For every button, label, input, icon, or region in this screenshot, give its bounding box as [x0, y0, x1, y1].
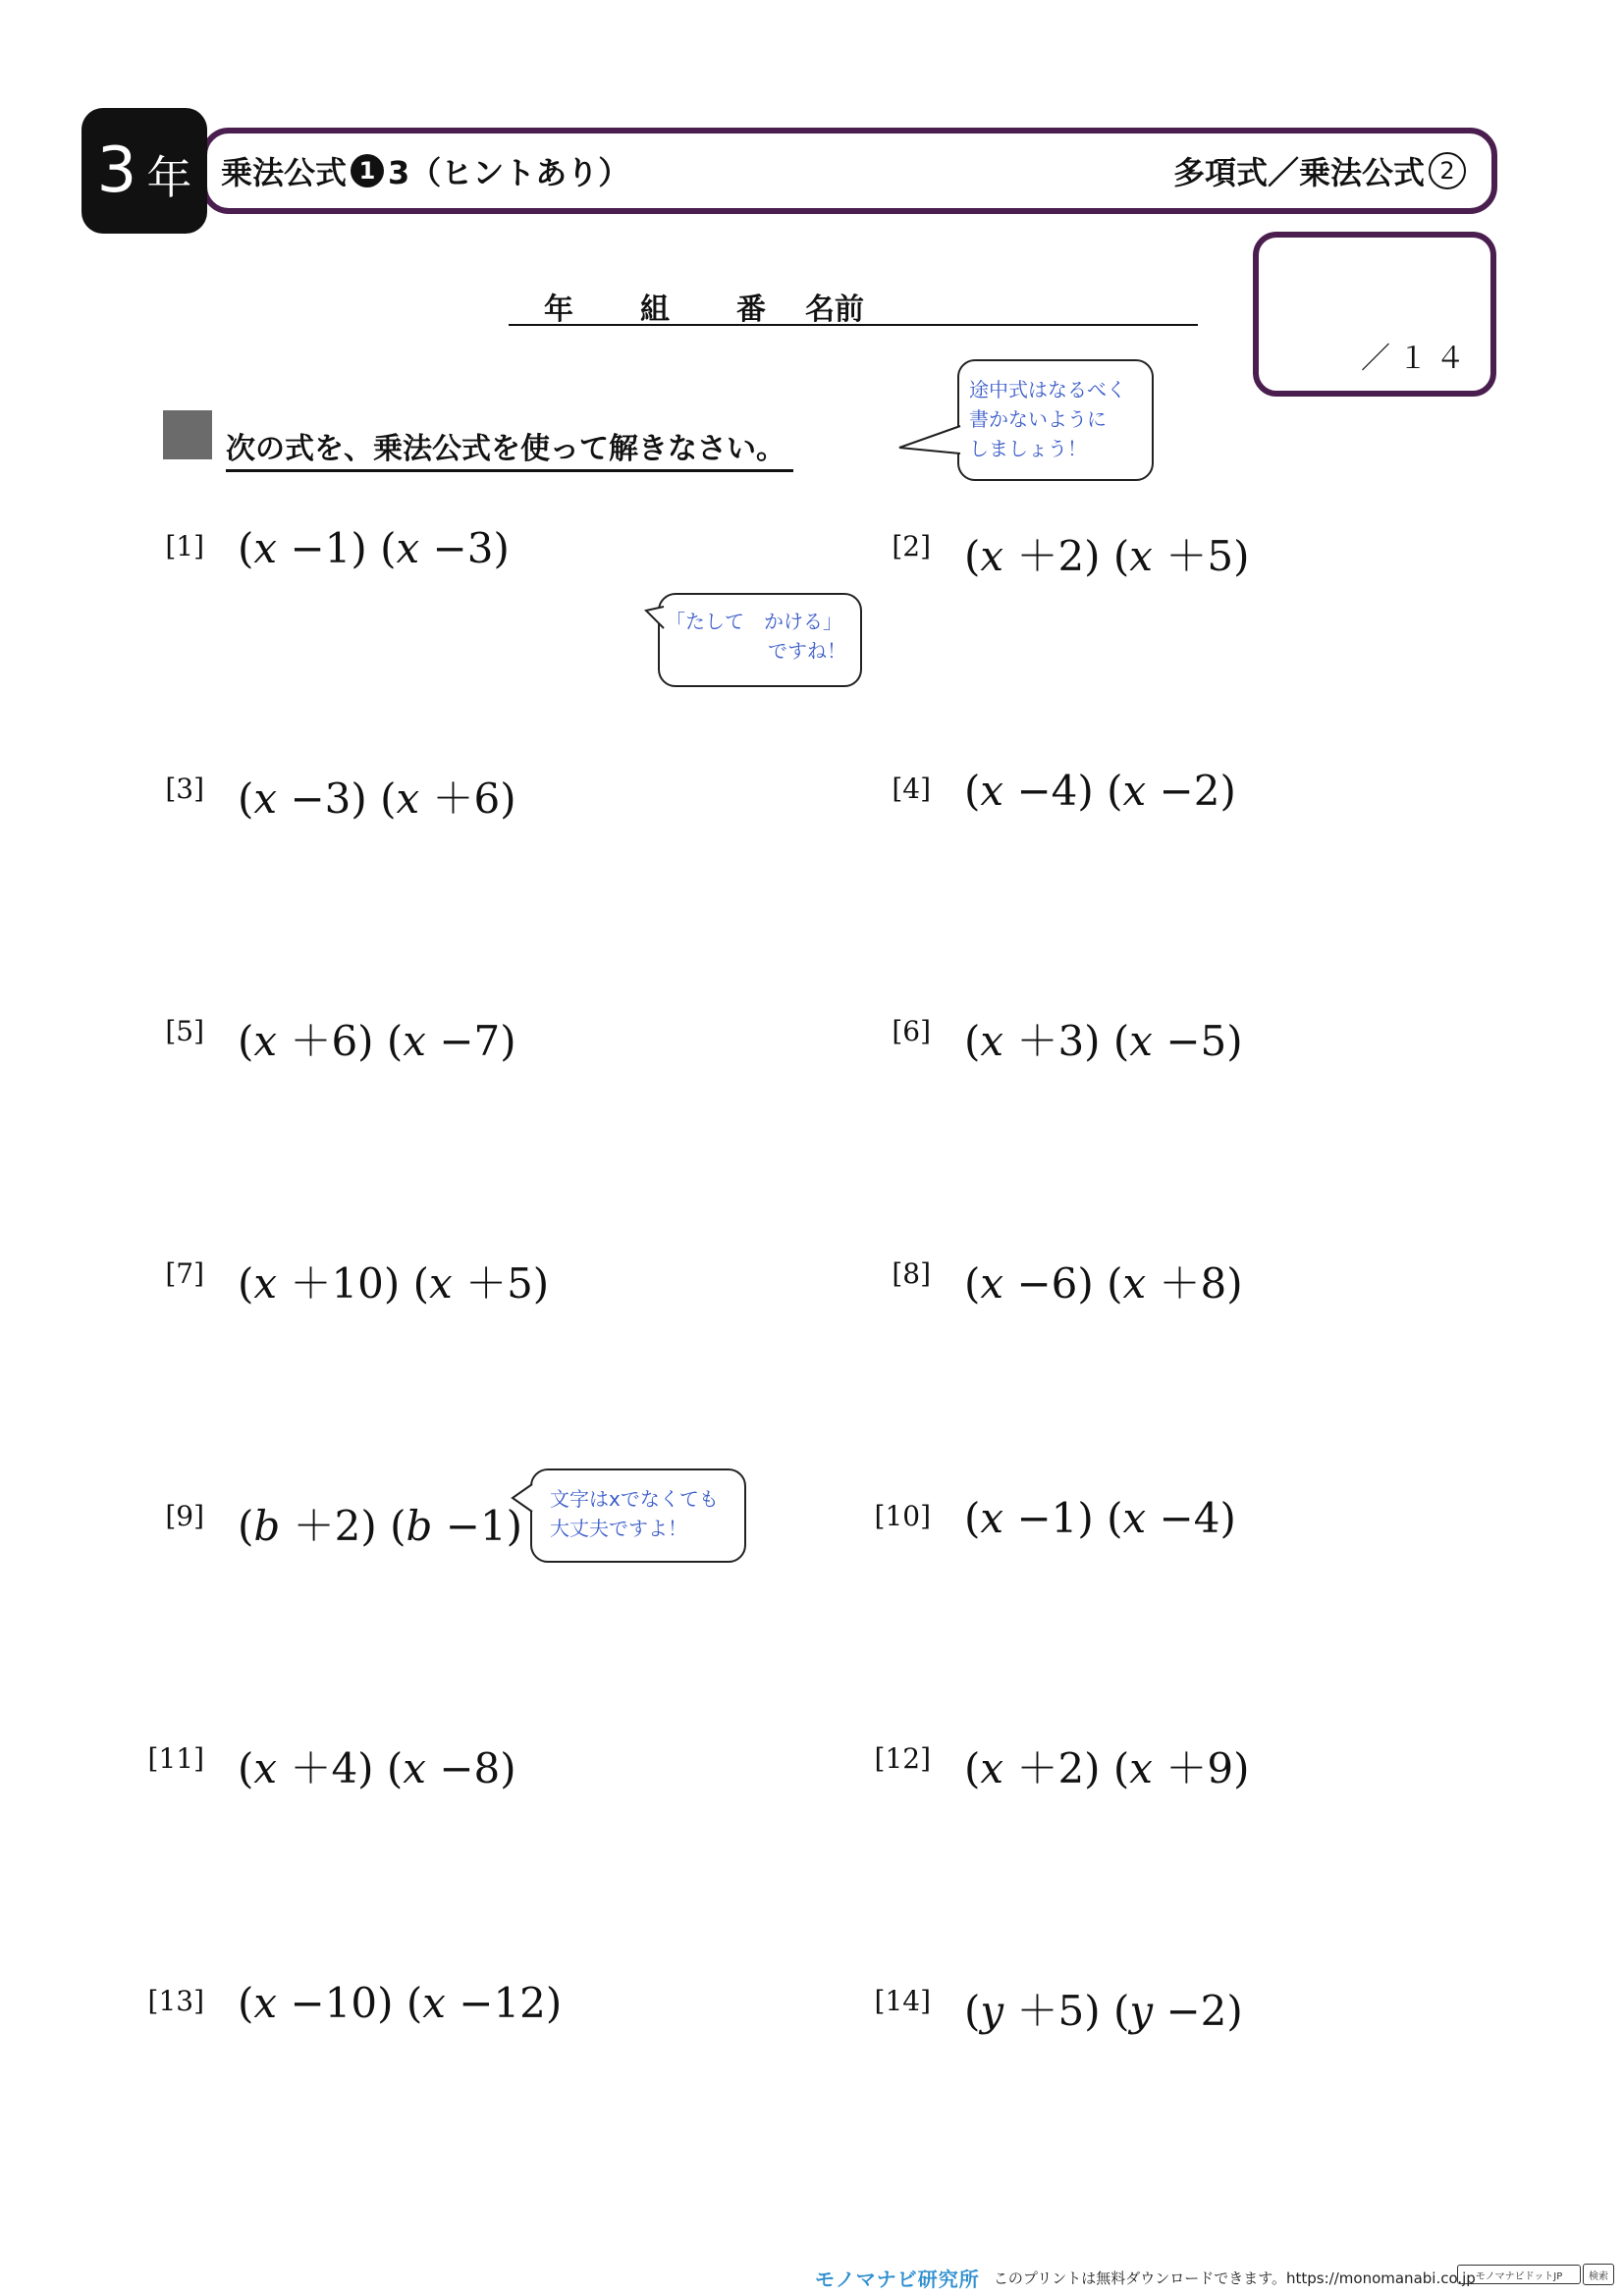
problem-number: [4]: [892, 773, 931, 805]
problem-2-expression: (x ＋2) (x ＋5): [964, 532, 1250, 580]
bubble-tail-1: [895, 422, 964, 461]
class-label: 組: [640, 293, 670, 327]
footer-download-note[interactable]: このプリントは無料ダウンロードできます。https://monomanabi.co.jp: [993, 2269, 1476, 2287]
problem-6[interactable]: [892, 1015, 931, 1047]
hint-bubble-1: [957, 359, 1154, 481]
score-total: ／１４: [1361, 342, 1473, 376]
problem-13[interactable]: [148, 1985, 204, 2017]
footer: [815, 2264, 1476, 2292]
problem-4[interactable]: [892, 773, 931, 805]
problem-number: [7]: [165, 1257, 204, 1290]
problem-number: [12]: [874, 1742, 931, 1775]
problem-3-expression: (x −3) (x ＋6): [238, 774, 516, 823]
problem-5-expression: (x ＋6) (x −7): [238, 1017, 516, 1065]
problem-8-expression: (x −6) (x ＋8): [964, 1259, 1243, 1308]
problem-1[interactable]: [165, 530, 204, 562]
hint-bubble-2: [658, 593, 862, 687]
footer-logo: モノマナビ研究所: [815, 2268, 980, 2291]
problem-10-expression: (x −1) (x −4): [964, 1494, 1236, 1542]
problem-number: [6]: [892, 1015, 931, 1047]
grade-badge: [81, 108, 207, 234]
problem-number: [9]: [165, 1500, 204, 1532]
problem-6-expression: (x ＋3) (x −5): [964, 1017, 1243, 1065]
problem-12[interactable]: [875, 1742, 931, 1775]
footer-search-button[interactable]: 検索: [1583, 2264, 1614, 2285]
grade-suffix: 年: [146, 151, 192, 204]
category-label: 多項式／乗法公式: [1172, 154, 1425, 191]
name-line[interactable]: [509, 285, 1198, 326]
problem-9[interactable]: [165, 1500, 204, 1532]
problem-number: [11]: [147, 1742, 204, 1775]
problem-13-expression: (x −10) (x −12): [238, 1979, 563, 2027]
problem-10[interactable]: [875, 1500, 931, 1532]
problem-11-expression: (x ＋4) (x −8): [238, 1744, 516, 1792]
problem-7[interactable]: [165, 1257, 204, 1290]
instruction-marker: [163, 410, 212, 459]
problem-number: [2]: [892, 530, 931, 562]
number-label: 番: [736, 293, 766, 327]
problem-number: [13]: [147, 1985, 204, 2017]
problem-3[interactable]: [165, 773, 204, 805]
footer-search-box[interactable]: モノマナビドットJP: [1457, 2265, 1581, 2284]
title-bar: [201, 128, 1497, 214]
problem-2[interactable]: [892, 530, 931, 562]
hint-line: 文字はxでなくても: [550, 1487, 719, 1511]
problem-5[interactable]: [165, 1015, 204, 1047]
year-label: 年: [544, 293, 573, 327]
hint-line: 書かないように: [969, 407, 1107, 431]
problem-14-expression: (y ＋5) (y −2): [964, 1987, 1243, 2035]
title-part1: 乗法公式: [221, 154, 348, 191]
worksheet-category: [1173, 148, 1466, 193]
problem-number: [14]: [874, 1985, 931, 2017]
hint-bubble-3: [530, 1468, 746, 1563]
category-circled-number: 2: [1429, 152, 1466, 189]
hint-line: 途中式はなるべく: [969, 378, 1126, 401]
instruction-text: 次の式を、乗法公式を使って解きなさい。: [226, 424, 793, 472]
hint-line: しましょう！: [969, 437, 1087, 460]
title-circled-number: 1: [351, 154, 384, 187]
grade-number: 3: [96, 134, 137, 207]
bubble-tail-2: [644, 605, 666, 634]
name-label: 名前: [805, 293, 864, 327]
hint-line: 大丈夫ですよ！: [550, 1517, 687, 1540]
problem-4-expression: (x −4) (x −2): [964, 767, 1236, 815]
problem-9-expression: (b ＋2) (b −1): [238, 1502, 523, 1550]
problem-8[interactable]: [892, 1257, 931, 1290]
problem-1-expression: (x −1) (x −3): [238, 524, 510, 572]
problem-number: [5]: [165, 1015, 204, 1047]
problem-number: [1]: [165, 530, 204, 562]
score-box[interactable]: [1253, 232, 1496, 397]
hint-line: ですね！: [768, 639, 846, 663]
worksheet-title: [221, 148, 629, 193]
problem-7-expression: (x ＋10) (x ＋5): [238, 1259, 550, 1308]
hint-line: 「たして かける」: [666, 610, 842, 633]
problem-number: [3]: [165, 773, 204, 805]
problem-number: [8]: [892, 1257, 931, 1290]
title-part2: 3（ヒントあり）: [388, 154, 630, 191]
problem-14[interactable]: [875, 1985, 931, 2017]
bubble-tail-3: [511, 1482, 534, 1518]
problem-11[interactable]: [148, 1742, 204, 1775]
problem-12-expression: (x ＋2) (x ＋9): [964, 1744, 1250, 1792]
problem-number: [10]: [874, 1500, 931, 1532]
